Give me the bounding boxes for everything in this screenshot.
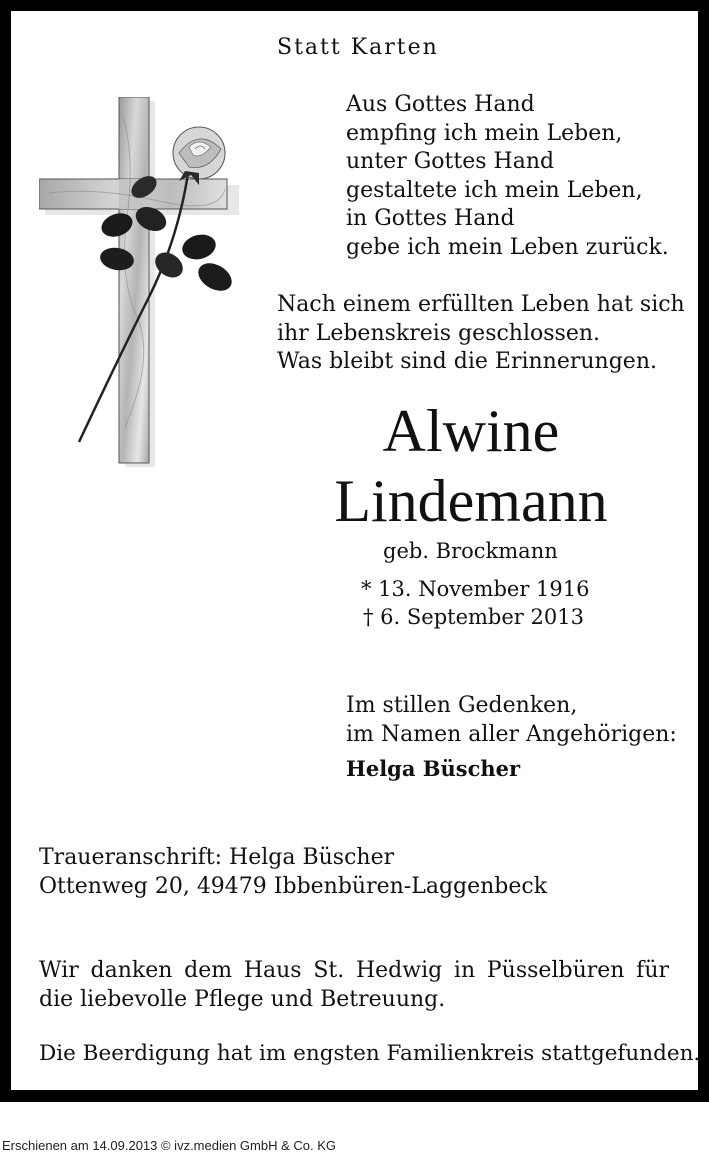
publication-footer: Erschienen am 14.09.2013 © ivz.medien GmbH & Co. KG — [2, 1138, 337, 1153]
poem-line: gebe ich mein Leben zurück. — [346, 234, 669, 260]
memory-text — [346, 691, 677, 749]
maiden-name: geb. Brockmann — [383, 539, 558, 563]
address-line: Traueranschrift: Helga Büscher — [39, 845, 395, 870]
poem-line: unter Gottes Hand — [346, 149, 555, 175]
intro-line: Was bleibt sind die Erinnerungen. — [277, 349, 657, 375]
address-line: Ottenweg 20, 49479 Ibbenbüren-Laggenbeck — [39, 874, 548, 899]
poem-line: gestaltete ich mein Leben, — [346, 177, 643, 203]
funeral-note: Die Beerdigung hat im engsten Familienkreis stattgefunden. — [39, 1041, 701, 1066]
intro-text — [277, 291, 685, 377]
thanks-paragraph: Wir danken dem Haus St. Hedwig in Püsselbüren für die liebevolle Pflege und Betreuung. — [39, 958, 669, 1012]
poem-line: empfing ich mein Leben, — [346, 120, 623, 146]
poem-line: Aus Gottes Hand — [346, 92, 535, 117]
intro-line: Nach einem erfüllten Leben hat sich — [277, 292, 685, 317]
signer-name: Helga Büscher — [346, 756, 521, 781]
deceased-first-name: Alwine — [382, 398, 560, 464]
intro-line: ihr Lebenskreis geschlossen. — [277, 320, 601, 346]
birth-date: * 13. November 1916 — [361, 577, 590, 601]
memory-line: im Namen aller Angehörigen: — [346, 722, 677, 747]
poem-line: in Gottes Hand — [346, 206, 515, 232]
memory-line: Im stillen Gedenken, — [346, 693, 578, 718]
statt-karten-heading: Statt Karten — [277, 35, 439, 60]
death-date: † 6. September 2013 — [363, 605, 584, 629]
obituary-card — [11, 11, 701, 1090]
mourning-address — [39, 843, 547, 901]
poem-verse — [346, 91, 669, 263]
deceased-last-name: Lindemann — [334, 468, 608, 534]
